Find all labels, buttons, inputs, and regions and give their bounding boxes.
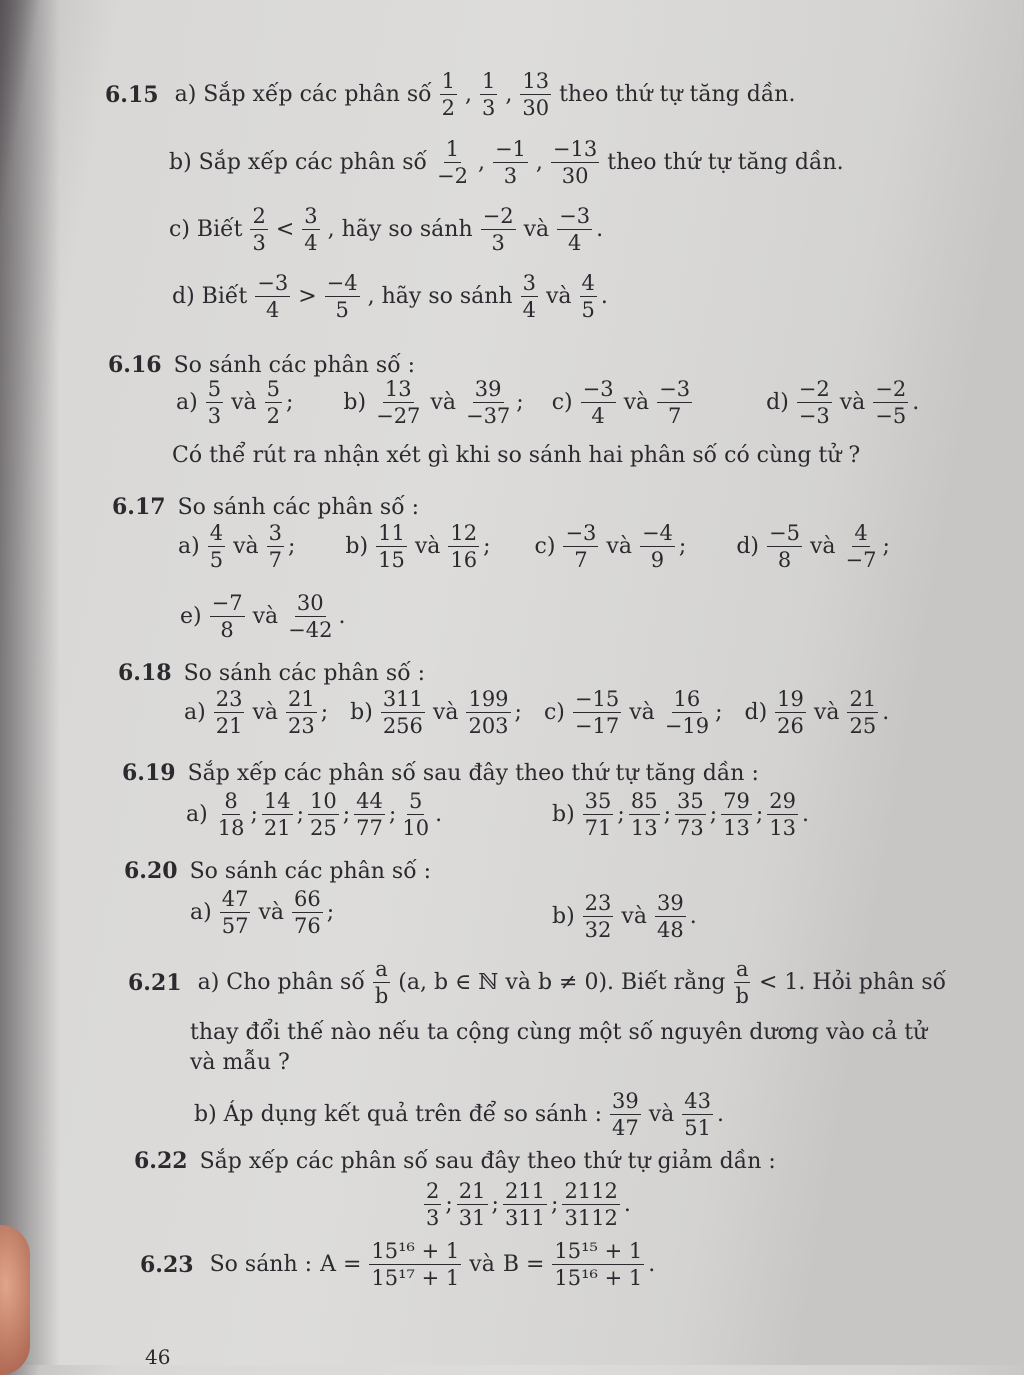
fraction: $\frac{1}{-2}$	[436, 137, 468, 189]
thumb-photo-artifact	[0, 1225, 30, 1375]
fraction: $\frac{3}{4}$	[304, 204, 318, 256]
exercise-6-15-d: d) Biết $\frac{-3}{4}$ > $\frac{-4}{5}$ , hãy so sánh $\frac{3}{4}$ và $\frac{4}{5}$ .	[172, 271, 608, 323]
exercise-6-16-items: a) $\frac{5}{3}$ và $\frac{5}{2}$ ; b) $\frac{13}{-27}$ và $\frac{39}{-37}$ ; c) $\frac{-3}{4}$ và $\frac{-3}{7}$ d) $\frac{-2}{-3}$ và $\frac{-2}{-5}$ .	[176, 377, 920, 429]
exercise-6-22-fractions: $\frac{2}{3}$ ; $\frac{21}{31}$ ; $\frac{211}{311}$ ; $\frac{2112}{3112}$ .	[426, 1179, 631, 1231]
exercise-6-21-a: 6.21 a) Cho phân số $\frac{a}{b}$ (a, b ∈ ℕ và b ≠ 0). Biết rằng $\frac{a}{b}$ < 1. Hỏi phân số	[128, 957, 947, 1009]
fraction: $\frac{1}{2}$	[441, 69, 455, 121]
exercise-6-15-b: b) Sắp xếp các phân số $\frac{1}{-2}$ , $\frac{-1}{3}$ , $\frac{-13}{30}$ theo thứ tự tăng dần.	[169, 137, 844, 189]
exercise-number: 6.15	[105, 81, 159, 108]
page-number: 46	[145, 1345, 171, 1369]
exercise-6-20-title: 6.20 So sánh các phân số :	[124, 858, 432, 884]
exercise-6-21-line3: và mẫu ?	[190, 1050, 290, 1075]
exercise-6-19-a: a) $\frac{8}{18}$ ; $\frac{14}{21}$ ; $\frac{10}{25}$ ; $\frac{44}{77}$ ; $\frac{5}{10}$ .	[186, 789, 443, 841]
exercise-6-19-title: 6.19 Sắp xếp các phân số sau đây theo thứ tự tăng dần :	[122, 760, 759, 786]
fraction: $\frac{-3}{4}$	[559, 204, 591, 256]
exercise-6-20-b: b) $\frac{23}{32}$ và $\frac{39}{48}$ .	[552, 891, 697, 943]
exercise-6-16-title: 6.16 So sánh các phân số :	[108, 352, 416, 378]
fraction: $\frac{13}{30}$	[522, 69, 550, 121]
exercise-6-17-title: 6.17 So sánh các phân số :	[112, 494, 420, 520]
fraction: $\frac{-2}{3}$	[482, 204, 514, 256]
exercise-6-18-title: 6.18 So sánh các phân số :	[118, 660, 426, 686]
fraction: $\frac{-3}{4}$	[257, 271, 289, 323]
page-edge-shadow	[0, 0, 60, 1365]
fraction: $\frac{2}{3}$	[252, 204, 266, 256]
exercise-6-15-a: 6.15 a) Sắp xếp các phân số $\frac{1}{2}$ , $\frac{1}{3}$ , $\frac{13}{30}$ theo thứ tự tăng dần.	[105, 69, 796, 121]
exercise-6-20-a: a) $\frac{47}{57}$ và $\frac{66}{76}$ ;	[190, 887, 335, 939]
exercise-6-19-b: b) $\frac{35}{71}$ ; $\frac{85}{13}$ ; $\frac{35}{73}$ ; $\frac{79}{13}$ ; $\frac{29}{13}$ .	[552, 789, 810, 841]
fraction: $\frac{-13}{30}$	[552, 137, 598, 189]
exercise-6-15-c: c) Biết $\frac{2}{3}$ < $\frac{3}{4}$ , hãy so sánh $\frac{-2}{3}$ và $\frac{-3}{4}$ .	[169, 204, 604, 256]
fraction: $\frac{-1}{3}$	[494, 137, 526, 189]
exercise-6-21-line2: thay đổi thế nào nếu ta cộng cùng một số nguyên dương vào cả tử	[190, 1020, 928, 1045]
exercise-6-23: 6.23 So sánh : A = $\frac{\text{15¹⁶ + 1}}{\text{15¹⁷ + 1}}$ và B = $\frac{\text{15¹⁵ + 1}}{\text{15¹⁶ + 1}}$ .	[140, 1239, 656, 1291]
exercise-6-17-e: e) $\frac{-7}{8}$ và $\frac{30}{-42}$ .	[180, 591, 346, 643]
exercise-6-22-title: 6.22 Sắp xếp các phân số sau đây theo thứ tự giảm dần :	[134, 1148, 776, 1174]
fraction: $\frac{1}{3}$	[481, 69, 496, 121]
exercise-6-16-note: Có thể rút ra nhận xét gì khi so sánh hai phân số có cùng tử ?	[172, 443, 861, 468]
exercise-6-21-b: b) Áp dụng kết quả trên để so sánh : $\frac{39}{47}$ và $\frac{43}{51}$ .	[194, 1089, 725, 1141]
fraction: $\frac{3}{4}$	[522, 271, 536, 323]
exercise-6-17-items: a) $\frac{4}{5}$ và $\frac{3}{7}$ ; b) $\frac{11}{15}$ và $\frac{12}{16}$ ; c) $\frac{-3}{7}$ và $\frac{-4}{9}$ ; d) $\frac{-5}{8}$ và $\frac{4}{-7}$ ;	[178, 521, 890, 573]
fraction: $\frac{4}{5}$	[581, 271, 595, 323]
exercise-6-18-items: a) $\frac{23}{21}$ và $\frac{21}{23}$ ; b) $\frac{311}{256}$ và $\frac{199}{203}$ ; c) $\frac{-15}{-17}$ và $\frac{16}{-19}$ ; d) $\frac{19}{26}$ và $\frac{21}{25}$ .	[184, 687, 890, 739]
fraction: $\frac{-4}{5}$	[326, 271, 358, 323]
